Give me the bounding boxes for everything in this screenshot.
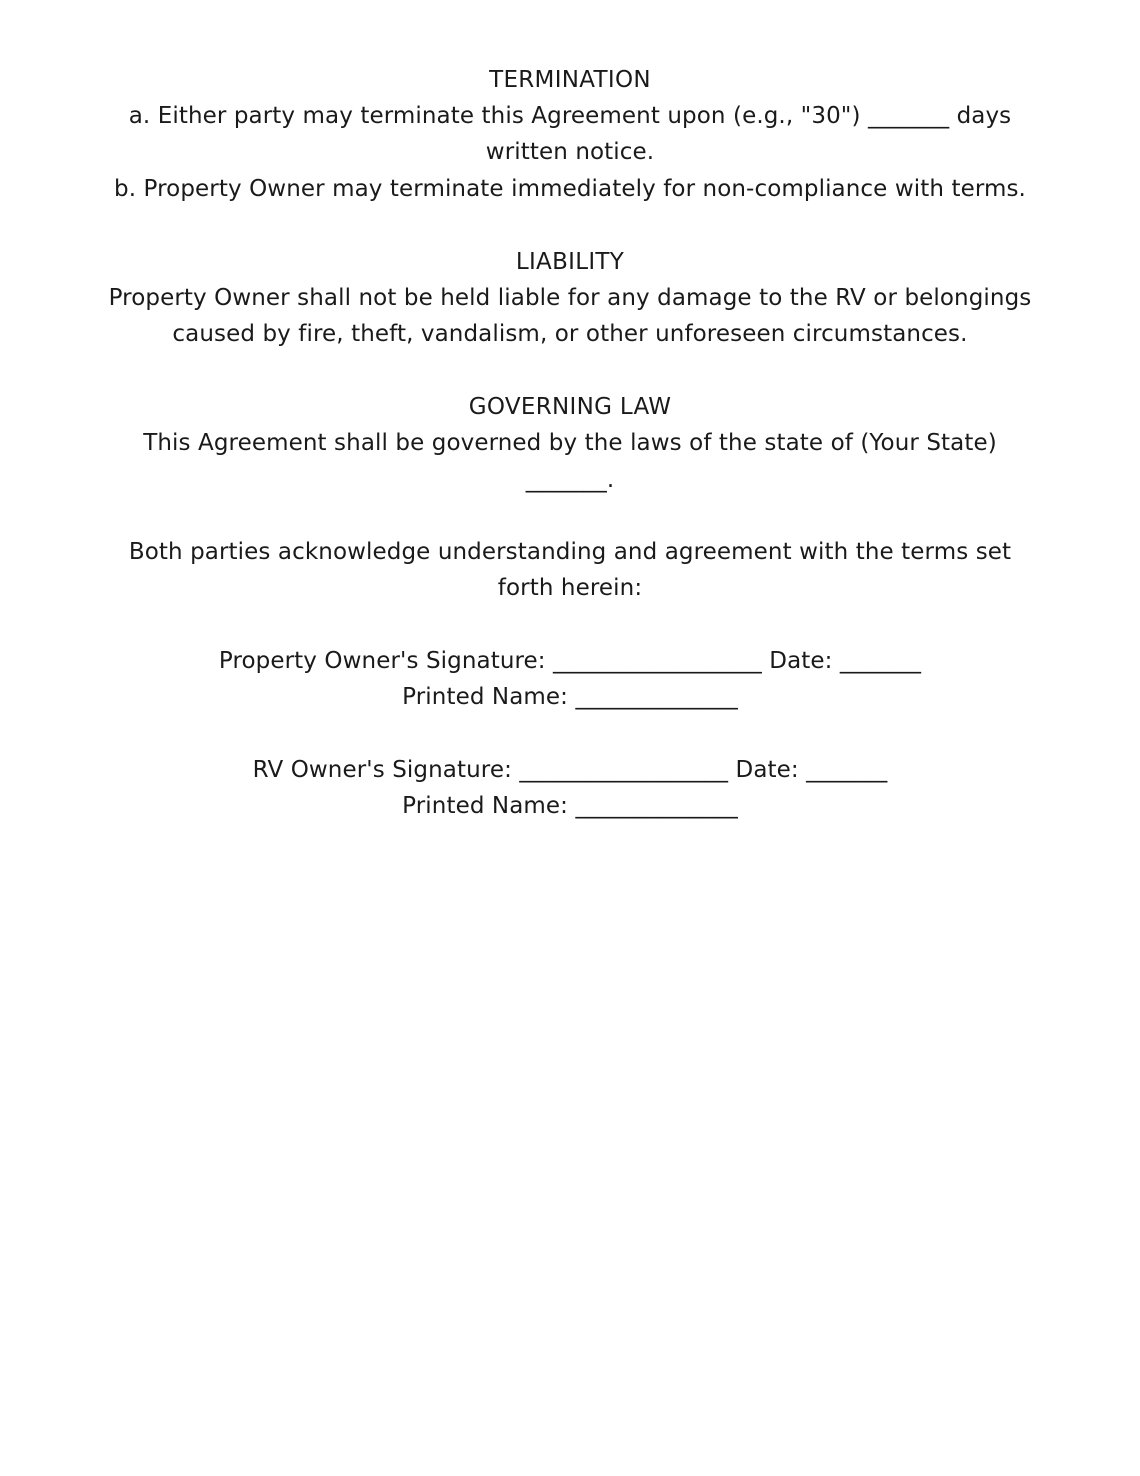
governing-law-text-line-1: This Agreement shall be governed by the laws of the state of (Your State)	[143, 430, 997, 456]
termination-clause-a-line-2: written notice.	[485, 139, 655, 165]
rv-owner-signature-line: RV Owner's Signature: __________________ Date: _______	[252, 757, 888, 783]
termination-clause-b: b. Property Owner may terminate immediately for non-compliance with terms.	[114, 176, 1026, 202]
termination-heading: TERMINATION	[489, 67, 651, 93]
acknowledgement-line-2: forth herein:	[497, 575, 643, 601]
governing-law-heading: GOVERNING LAW	[468, 394, 672, 420]
acknowledgement-line-1: Both parties acknowledge understanding and agreement with the terms set	[128, 539, 1012, 565]
property-owner-signature-line: Property Owner's Signature: __________________ Date: _______	[218, 648, 922, 674]
liability-text-line-1: Property Owner shall not be held liable for any damage to the RV or belongings	[108, 285, 1032, 311]
rv-owner-printed-name-line: Printed Name: ______________	[402, 793, 738, 819]
property-owner-printed-name-line: Printed Name: ______________	[402, 684, 738, 710]
governing-law-state-blank: _______.	[525, 467, 615, 493]
liability-heading: LIABILITY	[515, 249, 625, 275]
liability-text-line-2: caused by fire, theft, vandalism, or other unforeseen circumstances.	[172, 321, 968, 347]
termination-clause-a-line-1: a. Either party may terminate this Agreement upon (e.g., "30") _______ days	[128, 103, 1012, 129]
